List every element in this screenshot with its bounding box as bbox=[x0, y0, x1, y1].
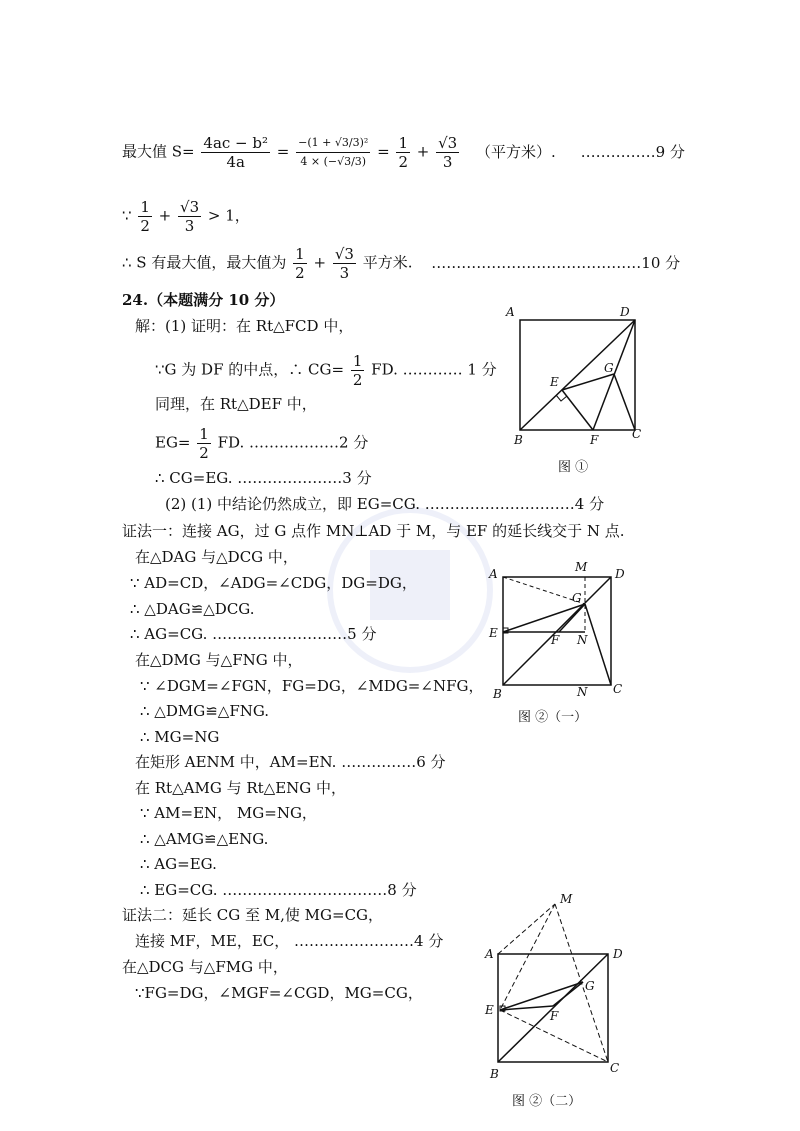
part1-line5: ∴ CG=EG. …………………3 分 bbox=[155, 469, 372, 487]
part1-line4: EG= $\frac{1}{2}$ FD. ………………2 分 bbox=[155, 425, 369, 462]
svg-text:E: E bbox=[489, 626, 498, 640]
max-value-line: 最大值 S= $\frac{\text{4ac − b²}}{4a}$ = $\frac{\text{−(1 + √3/3)²}}{4 \times (-√3/3)}$ = $\frac{1}{2}$ + $\frac{√3}{3}$ （平方米）. ……………9 分 bbox=[122, 134, 685, 171]
max-label: 最大值 S= bbox=[122, 142, 195, 161]
figure-1-caption: 图 ① bbox=[558, 460, 589, 475]
svg-text:A: A bbox=[489, 567, 498, 581]
figure-2b-caption: 图 ②（二） bbox=[512, 1094, 582, 1109]
svg-text:B: B bbox=[493, 687, 502, 701]
svg-text:B: B bbox=[514, 433, 523, 447]
svg-text:E: E bbox=[485, 1003, 494, 1017]
svg-text:D: D bbox=[620, 305, 630, 319]
svg-text:A: A bbox=[485, 947, 494, 961]
fraction-2: $\frac{\text{−(1 + √3/3)²}}{4 \times (-√3/3)}$ bbox=[298, 136, 369, 168]
part1-line1: 解：(1) 证明：在 Rt△FCD 中， bbox=[135, 317, 354, 335]
svg-text:C: C bbox=[632, 427, 642, 441]
svg-text:G: G bbox=[572, 591, 582, 605]
svg-text:B: B bbox=[490, 1067, 499, 1080]
svg-text:M: M bbox=[560, 892, 573, 906]
method2-step1: 连接 MF，ME，EC， ……………………4 分 bbox=[135, 932, 444, 950]
figure-2a-caption: 图 ②（一） bbox=[518, 710, 588, 725]
svg-text:C: C bbox=[613, 682, 623, 696]
svg-text:A: A bbox=[506, 305, 515, 319]
part1-line2: ∵G 为 DF 的中点，∴ CG= $\frac{1}{2}$ FD. ………… 1 分 bbox=[155, 352, 497, 389]
svg-text:F: F bbox=[550, 1009, 559, 1023]
part2-line: (2) (1) 中结论仍然成立，即 EG=CG. …………………………4 分 bbox=[165, 495, 605, 513]
method2-step2: 在△DCG 与△FMG 中， bbox=[122, 958, 288, 976]
score-9: ……………9 分 bbox=[580, 142, 685, 161]
because-line: ∵ $\frac{1}{2}$ + $\frac{√3}{3}$ > 1， bbox=[122, 198, 250, 235]
score-10: ……………………………………10 分 bbox=[431, 253, 681, 272]
svg-text:G: G bbox=[585, 979, 595, 993]
figure-2a-diagram bbox=[485, 560, 635, 705]
svg-text:G: G bbox=[604, 361, 614, 375]
figure-2b-diagram bbox=[480, 890, 630, 1080]
fraction-1: $\frac{\text{4ac − b²}}{4a}$ bbox=[203, 134, 269, 171]
svg-text:D: D bbox=[613, 947, 623, 961]
svg-text:D: D bbox=[615, 567, 625, 581]
svg-text:F: F bbox=[551, 633, 560, 647]
svg-text:F: F bbox=[590, 433, 599, 447]
svg-text:N: N bbox=[577, 685, 588, 699]
svg-text:M: M bbox=[575, 560, 588, 574]
svg-text:N: N bbox=[577, 633, 588, 647]
part1-line3: 同理，在 Rt△DEF 中， bbox=[155, 395, 317, 413]
svg-text:C: C bbox=[610, 1061, 620, 1075]
method2-title: 证法二：延长 CG 至 M,使 MG=CG， bbox=[122, 906, 384, 924]
method2-step3: ∵FG=DG，∠MGF=∠CGD，MG=CG， bbox=[135, 984, 423, 1002]
svg-text:E: E bbox=[550, 375, 559, 389]
therefore-line: ∴ S 有最大值，最大值为 $\frac{1}{2}$ + $\frac{√3}{3}$ 平方米. ……………………………………10 分 bbox=[122, 245, 681, 282]
method1-title: 证法一：连接 AG，过 G 点作 MN⊥AD 于 M，与 EF 的延长线交于 N 点. bbox=[122, 522, 625, 540]
figure-1-diagram bbox=[500, 302, 650, 452]
question-title: 24.（本题满分 10 分） bbox=[122, 291, 285, 309]
